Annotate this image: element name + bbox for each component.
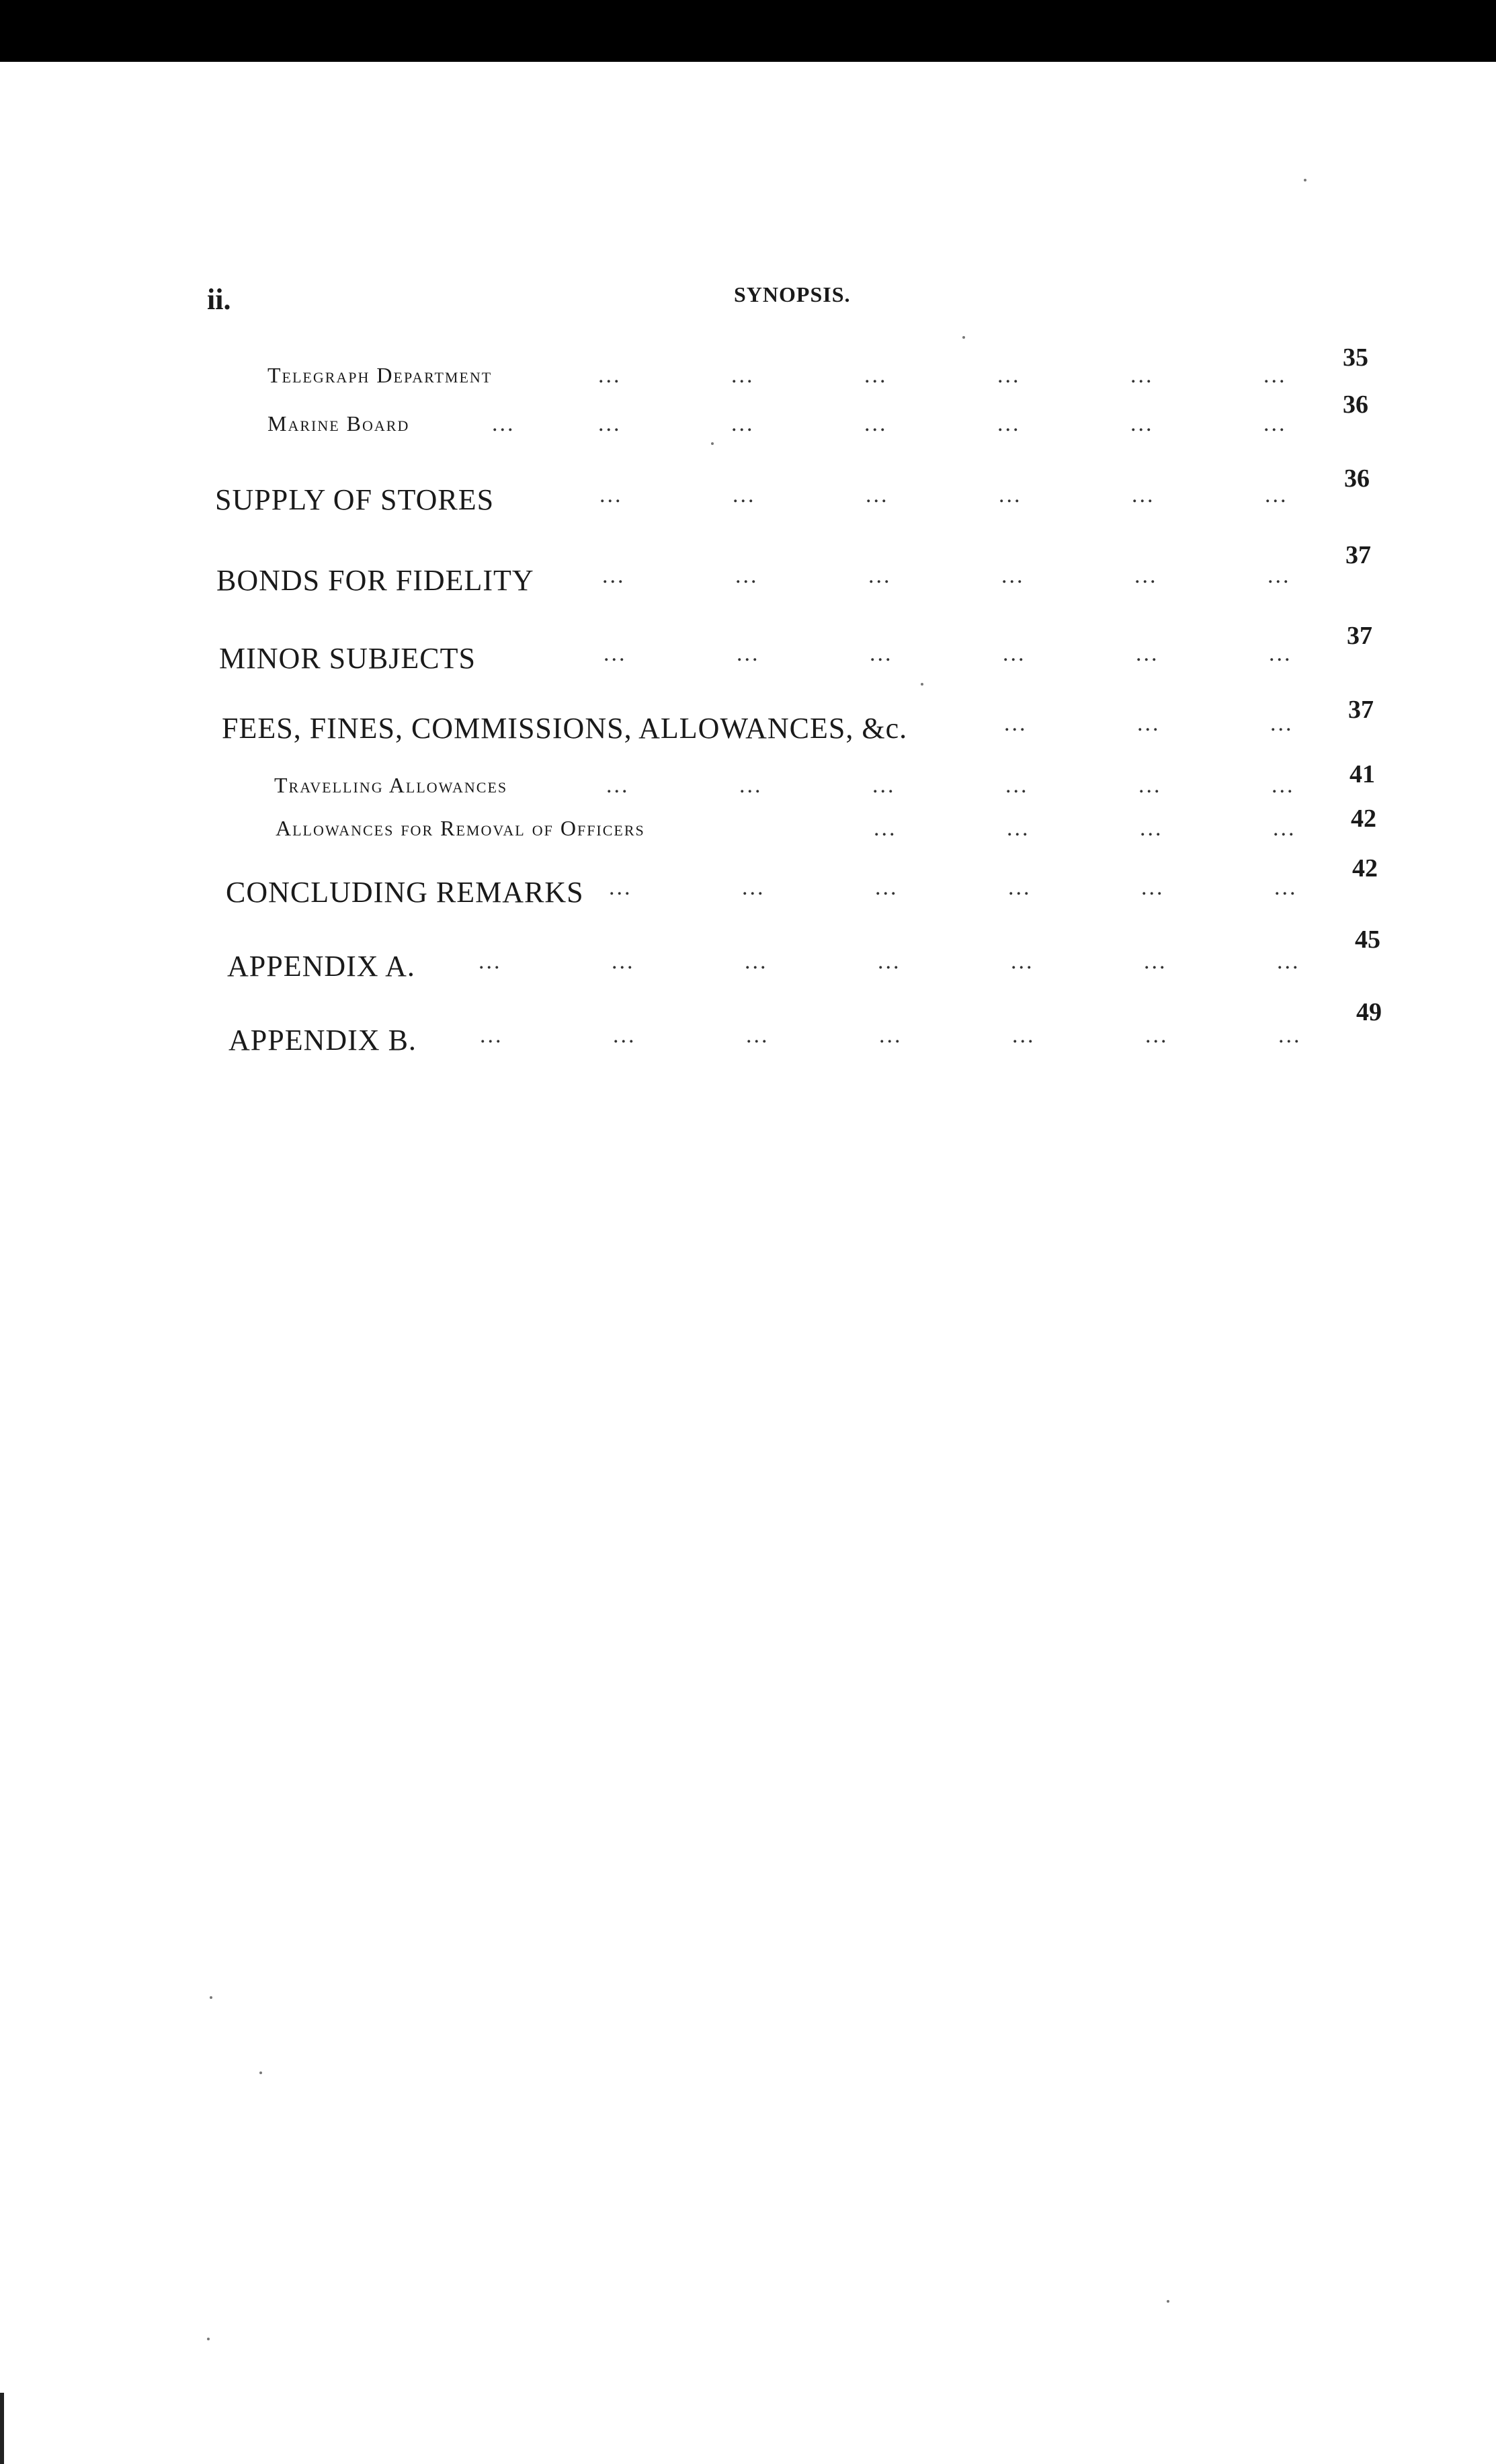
leader-dots: ...	[868, 563, 892, 588]
leader-dots: ...	[1268, 563, 1291, 588]
toc-entry-travelling-allowances	[0, 760, 1496, 813]
leader-dots: ...	[739, 773, 763, 798]
toc-entry-label: APPENDIX B.	[228, 1024, 417, 1057]
toc-entry-bonds-for-fidelity	[0, 541, 1496, 604]
leader-dots: ...	[598, 411, 622, 436]
leader-dots: ...	[1145, 1023, 1169, 1048]
leader-dots: ...	[1001, 563, 1025, 588]
leader-dots: ...	[1269, 641, 1292, 666]
toc-entry-page: 36	[1343, 391, 1368, 419]
leader-dots: ...	[1141, 875, 1165, 900]
toc-entry-concluding-remarks	[0, 854, 1496, 915]
leader-dots: ...	[1007, 816, 1030, 841]
toc-entry-page: 45	[1355, 926, 1380, 954]
leader-dots: ...	[1277, 949, 1300, 974]
leader-dots: ...	[612, 949, 635, 974]
leader-dots: ...	[599, 483, 623, 507]
toc-entry-supply-of-stores	[0, 464, 1496, 523]
toc-entry-page: 37	[1348, 696, 1374, 724]
leader-dots: ...	[997, 411, 1021, 436]
leader-dots: ...	[606, 773, 630, 798]
toc-entry-label: APPENDIX A.	[227, 950, 415, 983]
scan-speck	[711, 442, 714, 445]
leader-dots: ...	[746, 1023, 770, 1048]
toc-entry-label: FEES, FINES, COMMISSIONS, ALLOWANCES, &c.	[222, 712, 908, 745]
leader-dots: ...	[1130, 411, 1154, 436]
leader-dots: ...	[870, 641, 893, 666]
leader-dots: ...	[1004, 711, 1028, 736]
leader-dots: ...	[879, 1023, 903, 1048]
leader-dots: ...	[1130, 363, 1154, 388]
page-number: ii.	[207, 283, 231, 316]
leader-dots: ...	[878, 949, 901, 974]
leader-dots: ...	[742, 875, 765, 900]
toc-entry-telegraph-department	[0, 343, 1496, 403]
leader-dots: ...	[1265, 483, 1288, 507]
leader-dots: ...	[1132, 483, 1155, 507]
scan-speck	[207, 2338, 210, 2340]
leader-dots: ...	[598, 363, 622, 388]
scan-edge-mark	[0, 2393, 4, 2464]
leader-dots: ...	[1137, 711, 1161, 736]
toc-entry-label: BONDS FOR FIDELITY	[216, 564, 534, 597]
toc-entry-page: 42	[1352, 854, 1378, 882]
toc-entry-label: Marine Board	[267, 411, 410, 436]
toc-entry-label: SUPPLY OF STORES	[215, 483, 495, 516]
toc-entry-appendix-a	[0, 926, 1496, 989]
leader-dots: ...	[745, 949, 768, 974]
leader-dots: ...	[1140, 816, 1163, 841]
leader-dots: ...	[875, 875, 899, 900]
leader-dots: ...	[1272, 773, 1295, 798]
scan-speck	[1167, 2300, 1169, 2303]
leader-dots: ...	[1003, 641, 1026, 666]
leader-dots: ...	[997, 363, 1021, 388]
toc-entry-page: 41	[1349, 760, 1375, 788]
toc-entry-marine-board	[0, 391, 1496, 452]
leader-dots: ...	[874, 816, 897, 841]
leader-dots: ...	[735, 563, 759, 588]
toc-entry-minor-subjects	[0, 622, 1496, 682]
leader-dots: ...	[1138, 773, 1162, 798]
leader-dots: ...	[1274, 875, 1298, 900]
leader-dots: ...	[1011, 949, 1034, 974]
toc-entry-label: Telegraph Department	[267, 363, 493, 387]
toc-entry-page: 37	[1345, 541, 1371, 569]
toc-entry-page: 42	[1351, 805, 1376, 833]
scan-top-border	[0, 0, 1496, 62]
scan-speck	[1304, 179, 1306, 181]
toc-entry-fees-fines	[0, 696, 1496, 751]
leader-dots: ...	[1263, 363, 1287, 388]
toc-entry-page: 37	[1347, 622, 1372, 650]
leader-dots: ...	[1263, 411, 1287, 436]
leader-dots: ...	[479, 949, 502, 974]
toc-entry-page: 35	[1343, 343, 1368, 372]
scan-speck	[259, 2071, 262, 2074]
toc-entry-label: Allowances for Removal of Officers	[276, 816, 645, 840]
leader-dots: ...	[872, 773, 896, 798]
leader-dots: ...	[731, 363, 755, 388]
toc-entry-allowances-for-removal	[0, 805, 1496, 856]
running-head-title: SYNOPSIS.	[734, 282, 851, 306]
leader-dots: ...	[1273, 816, 1296, 841]
scan-speck	[210, 1996, 212, 1999]
toc-entry-appendix-b	[0, 998, 1496, 1063]
leader-dots: ...	[864, 363, 888, 388]
leader-dots: ...	[492, 411, 515, 436]
leader-dots: ...	[866, 483, 889, 507]
leader-dots: ...	[609, 875, 632, 900]
leader-dots: ...	[731, 411, 755, 436]
leader-dots: ...	[1008, 875, 1032, 900]
toc-entry-page: 49	[1356, 998, 1382, 1026]
leader-dots: ...	[733, 483, 756, 507]
leader-dots: ...	[999, 483, 1022, 507]
toc-entry-label: MINOR SUBJECTS	[219, 642, 476, 675]
leader-dots: ...	[604, 641, 627, 666]
leader-dots: ...	[613, 1023, 636, 1048]
leader-dots: ...	[737, 641, 760, 666]
leader-dots: ...	[1144, 949, 1167, 974]
leader-dots: ...	[864, 411, 888, 436]
leader-dots: ...	[1278, 1023, 1302, 1048]
leader-dots: ...	[1012, 1023, 1036, 1048]
toc-entry-label: Travelling Allowances	[274, 773, 508, 797]
leader-dots: ...	[1270, 711, 1294, 736]
leader-dots: ...	[602, 563, 626, 588]
toc-entry-page: 36	[1344, 464, 1370, 493]
leader-dots: ...	[1136, 641, 1159, 666]
scan-speck	[921, 683, 923, 686]
leader-dots: ...	[1134, 563, 1158, 588]
toc-entry-label: CONCLUDING REMARKS	[226, 876, 584, 909]
leader-dots: ...	[1005, 773, 1029, 798]
leader-dots: ...	[480, 1023, 503, 1048]
scan-speck	[962, 336, 965, 339]
